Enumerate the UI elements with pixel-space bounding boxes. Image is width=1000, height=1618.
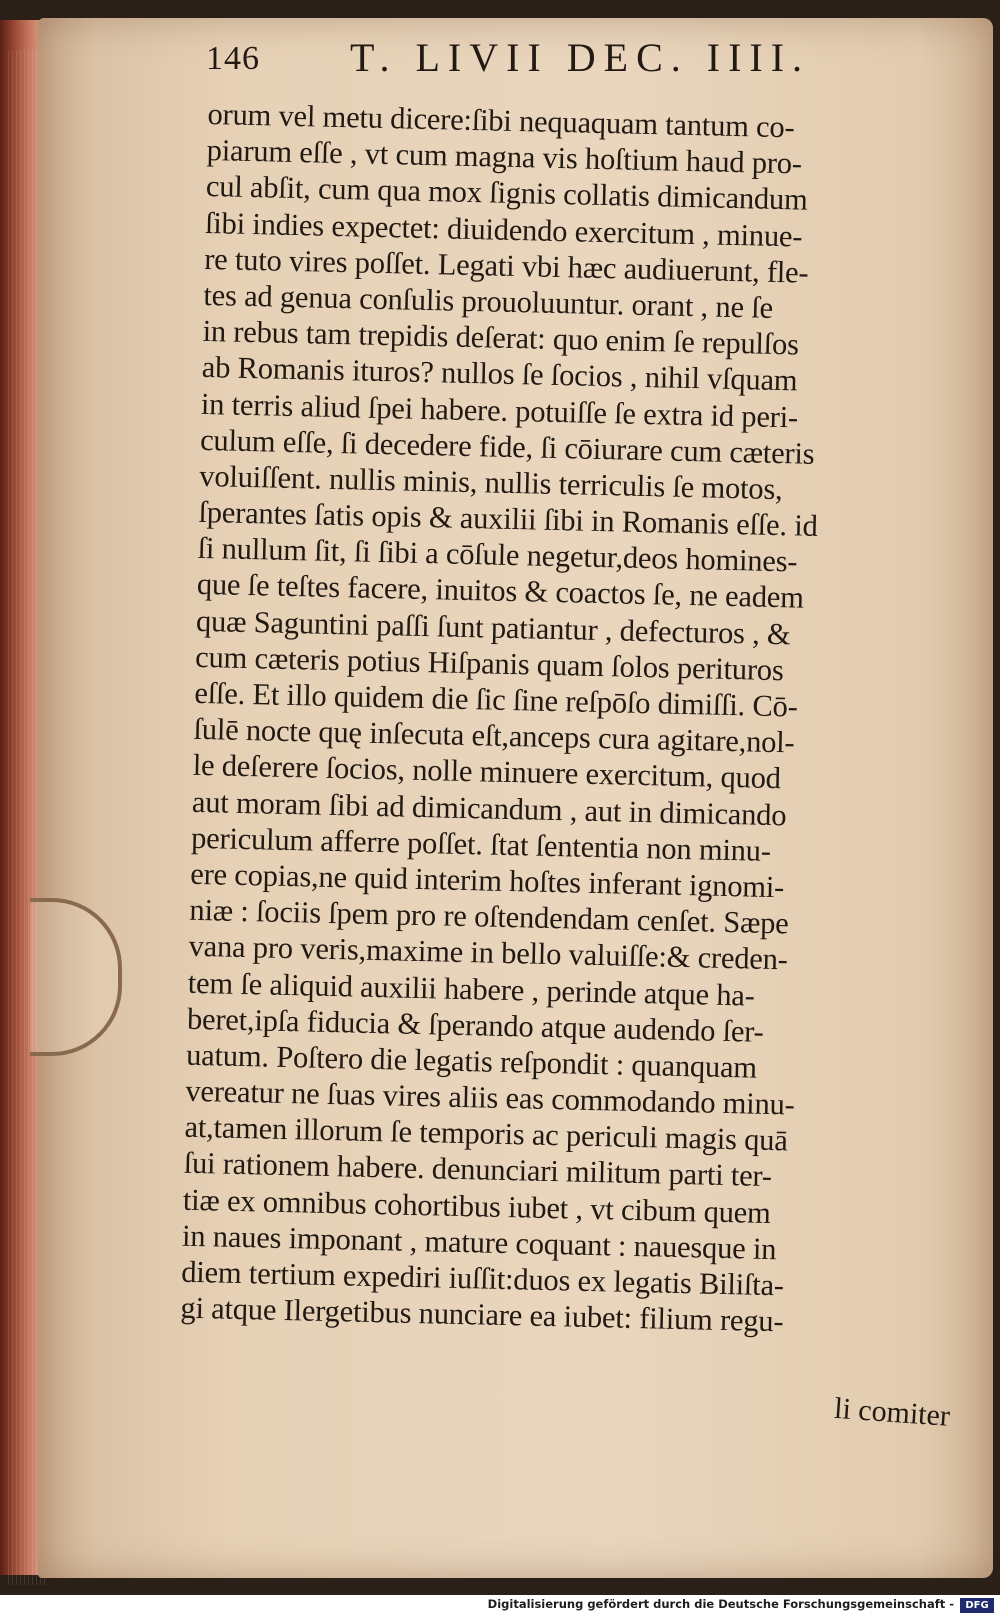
- text-line: voluiſſent. nullis minis, nullis terriculis ſe motos,: [198, 458, 783, 507]
- text-line: tes ad genua conſulis prouoluuntur. orant , ne ſe: [203, 277, 774, 325]
- text-line: vana pro veris,maxime in bello valuiſſe:& creden-: [188, 929, 789, 977]
- running-title: T. LIVII DEC. IIII.: [350, 35, 811, 80]
- text-line: piarum eſſe , vt cum magna vis hoſtium haud pro-: [206, 133, 803, 181]
- funding-credit: Digitalisierung gefördert durch die Deutsche Forschungsgemeinschaft -: [487, 1597, 954, 1611]
- text-line: periculum afferre poſſet. ſtat ſententia non minu-: [190, 820, 772, 868]
- text-line: tiæ ex omnibus cohortibus iubet , vt cibum quem: [182, 1182, 772, 1230]
- text-line: que ſe teſtes facere, inuitos & coactos ſe, ne eadem: [196, 567, 805, 616]
- text-line: cum cæteris potius Hiſpanis quam ſolos perituros: [194, 639, 784, 688]
- text-line: culum eſſe, ſi decedere fide, ſi cōiurare cum cæteris: [199, 422, 815, 471]
- digitization-footer: [0, 1595, 1000, 1618]
- text-line: ſulē nocte quę inſecuta eſt,anceps cura agitare,nol-: [193, 712, 795, 760]
- text-line: ſui rationem habere. denunciari militum parti ter-: [183, 1146, 773, 1194]
- body-text: [180, 96, 960, 1343]
- text-line: niæ : ſociis ſpem pro re oſtendendam cenſet. Sæpe: [189, 892, 789, 941]
- text-line: uatum. Poſtero die legatis reſpondit : quanquam: [185, 1037, 758, 1085]
- text-line: ere copias,ne quid interim hoſtes inferant ignomi-: [189, 856, 785, 905]
- text-line: in rebus tam trepidis deſerat: quo enim ſe repulſos: [202, 314, 800, 362]
- page-header: [170, 34, 930, 94]
- clasp-strap: [30, 898, 122, 1056]
- text-line: aut moram ſibi ad dimicandum , aut in dimicando: [191, 784, 787, 832]
- text-line: tem ſe aliquid auxilii habere , perinde atque ha-: [187, 965, 756, 1013]
- text-line: re tuto vires poſſet. Legati vbi hæc audiuerunt, fle-: [203, 241, 809, 290]
- text-line: gi atque Ilergetibus nunciare ea iubet: filium regu-: [180, 1290, 784, 1339]
- text-line: le deſerere ſocios, nolle minuere exercitum, quod: [192, 748, 782, 796]
- text-line: in terris aliud ſpei habere. potuiſſe ſe extra id peri-: [200, 386, 799, 434]
- text-line: in naues imponant , mature coquant : nauesque in: [181, 1218, 777, 1266]
- catchword: li comiter: [833, 1391, 952, 1433]
- text-line: at,tamen illorum ſe temporis ac periculi magis quā: [184, 1109, 789, 1158]
- text-line: ab Romanis ituros? nullos ſe ſocios , nihil vſquam: [201, 350, 798, 398]
- text-line: orum vel metu dicere:ſibi nequaquam tantum co-: [207, 96, 795, 145]
- text-line: cul abſit, cum qua mox ſignis collatis dimicandum: [205, 169, 808, 218]
- text-line: ſibi indies expectet: diuidendo exercitum , minue-: [204, 205, 803, 254]
- text-line: vereatur ne ſuas vires aliis eas commodando minu-: [185, 1073, 795, 1122]
- text-line: ſi nullum ſit, ſi ſibi a cōſule negetur,deos homines-: [197, 531, 798, 579]
- text-line: ſperantes ſatis opis & auxilii ſibi in Romanis eſſe. id: [198, 494, 819, 544]
- text-line: eſſe. Et illo quidem die ſic ſine reſpōſo dimiſſi. Cō-: [194, 675, 799, 724]
- text-line: beret,ipſa fiducia & ſperando atque audendo ſer-: [186, 1001, 764, 1049]
- dfg-logo: DFG: [960, 1598, 994, 1613]
- text-line: quæ Saguntini paſſi ſunt patiantur , defecturos , &: [195, 603, 791, 651]
- page-number: 146: [206, 40, 260, 77]
- text-line: diem tertium expediri iuſſit:duos ex legatis Biliſta-: [180, 1254, 785, 1303]
